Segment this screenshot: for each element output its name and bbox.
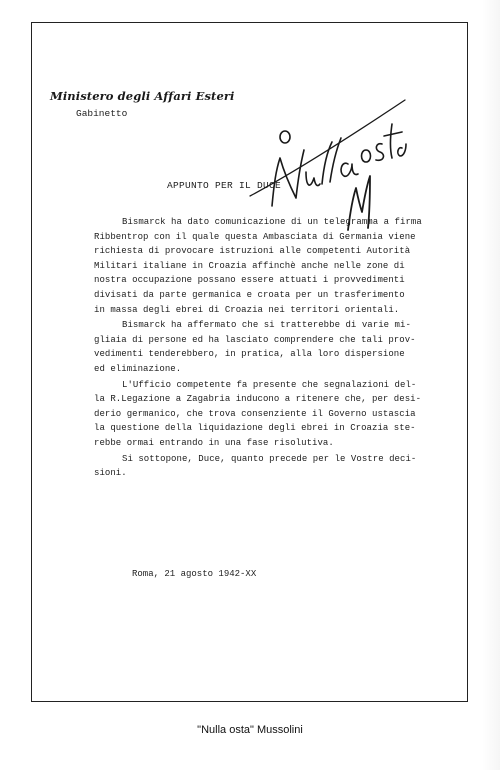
text-line: Ribbentrop con il quale questa Ambasciata di Germania viene (94, 231, 416, 242)
text-line: Militari italiane in Croazia affinchè anche nelle zone di (94, 260, 405, 271)
paragraph-3 (94, 378, 466, 451)
handwritten-nulla-osta-signature (240, 80, 410, 240)
paragraph-4 (94, 452, 466, 481)
text-line: la questione della liquidazione degli ebrei in Croazia ste- (94, 423, 416, 434)
text-line: nostra occupazione possano essere attuati i provvedimenti (94, 275, 405, 286)
text-line: Bismarck ha affermato che si tratterebbe di varie mi- (122, 320, 411, 331)
text-line: L'Ufficio competente fa presente che segnalazioni del- (122, 379, 417, 390)
text-line: gliaia di persone ed ha lasciato comprendere che tali prov- (94, 334, 416, 345)
text-line: richiesta di provocare istruzioni alle competenti Autorità (94, 246, 411, 257)
date-line: Roma, 21 agosto 1942-XX (132, 569, 257, 579)
text-line: sioni. (94, 468, 127, 479)
document-body (94, 215, 466, 482)
text-line: la R.Legazione a Zagabria inducono a ritenere che, per desi- (94, 394, 422, 405)
image-caption: "Nulla osta" Mussolini (197, 724, 303, 736)
cabinet-label: Gabinetto (76, 108, 128, 119)
text-line: vedimenti tenderebbero, in pratica, alla loro dispersione (94, 349, 405, 360)
text-line: divisati da parte germanica e croata per un trasferimento (94, 289, 405, 300)
ministry-letterhead: Ministero degli Affari Esteri (50, 89, 235, 103)
paragraph-2 (94, 318, 466, 376)
text-line: Si sottopone, Duce, quanto precede per le Vostre deci- (122, 453, 417, 464)
text-line: in massa degli ebrei di Croazia nei territori orientali. (94, 304, 400, 315)
text-line: ed eliminazione. (94, 363, 182, 374)
text-line: Bismarck ha dato comunicazione di un telegramma a firma (122, 217, 422, 227)
scan-edge-shadow (482, 0, 500, 770)
note-title: APPUNTO PER IL DUCE (167, 180, 282, 191)
text-line: rebbe ormai entrando in una fase risolutiva. (94, 437, 334, 448)
text-line: derio germanico, che trova consenziente il Governo ustascia (94, 408, 416, 419)
